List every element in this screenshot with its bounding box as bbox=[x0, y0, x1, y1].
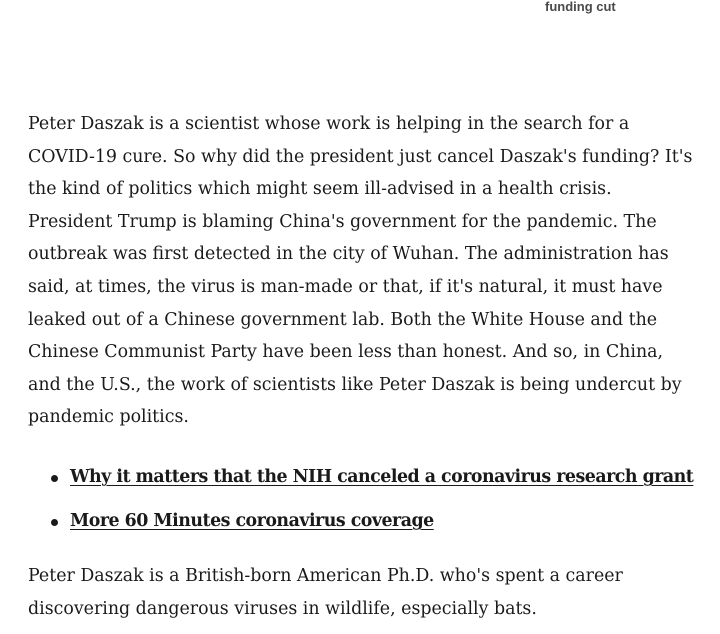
article-paragraph: Peter Daszak is a scientist whose work is helping in the search for a COVID-19 cure. So why did the president just cancel Daszak's funding? It's the kind of politics which might seem ill-advised in a health crisis. President Trump is blaming China's government for the pandemic. The outbreak was first detected in the city of Wuhan. The administration has said, at times, the virus is man-made or that, if it's natural, it must have leaked out of a Chinese government lab. Both the White House and the Chinese Communist Party have been less than honest. And so, in China, and the U.S., the work of scientists like Peter Daszak is being undercut by pandemic politics. bbox=[28, 114, 693, 428]
image-caption: funding cut bbox=[545, 0, 616, 14]
article-paragraph: Peter Daszak is a British-born American Ph.D. who's spent a career discovering dangerous viruses in wildlife, especially bats. bbox=[28, 565, 623, 619]
related-links-list bbox=[28, 460, 700, 538]
related-link-item bbox=[28, 460, 700, 494]
article-body bbox=[28, 108, 700, 625]
related-link-item bbox=[28, 504, 700, 538]
bullet-icon bbox=[51, 475, 58, 482]
nih-grant-link[interactable]: Why it matters that the NIH canceled a coronavirus research grant bbox=[70, 466, 694, 487]
bullet-icon bbox=[51, 519, 58, 526]
coronavirus-coverage-link[interactable]: More 60 Minutes coronavirus coverage bbox=[70, 510, 434, 531]
